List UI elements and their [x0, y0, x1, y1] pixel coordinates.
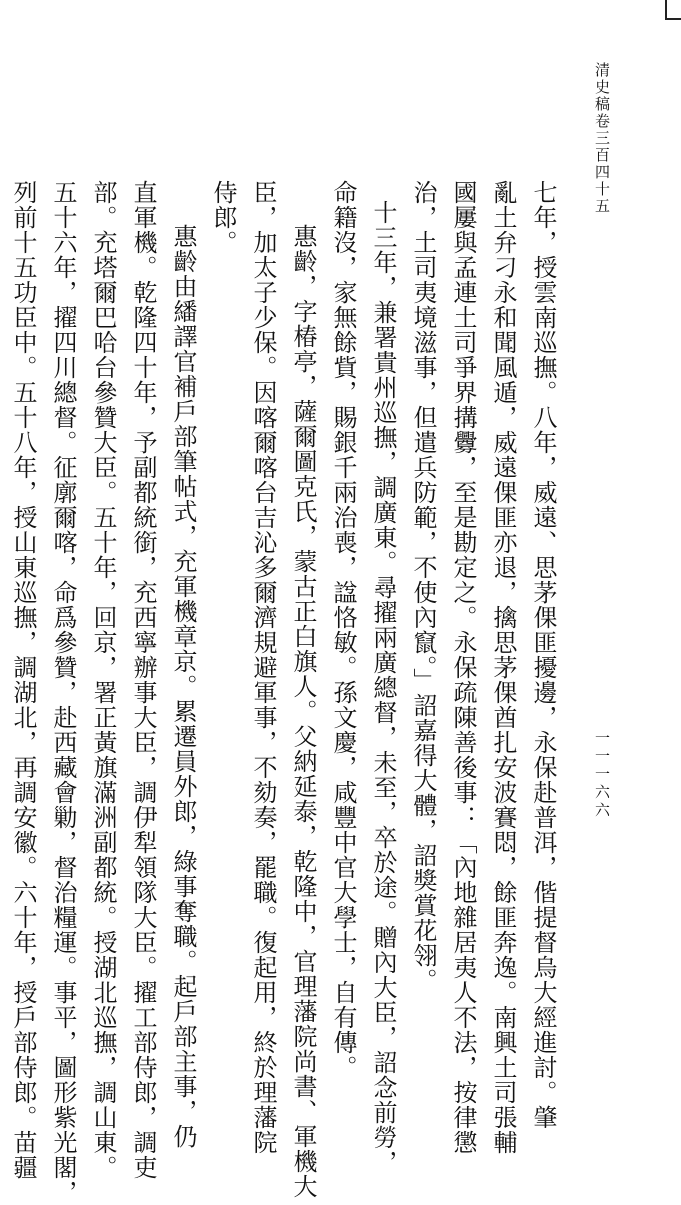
text-column-4: 治，土司夷境滋事，但遣兵防範，不使內竄。」詔嘉得大體，詔獎賞花翎。 [409, 180, 437, 993]
text-column-9: 侍郎。 [209, 180, 237, 255]
page-corner-mark [665, 0, 681, 20]
text-column-6: 命籍沒，家無餘貲，賜銀千兩治喪，諡恪敏。孫文慶，咸豐中官大學士，自有傳。 [329, 180, 357, 1080]
text-column-14: 列前十五功臣中。五十八年，授山東巡撫，調湖北，再調安徽。六十年，授戶部侍郎。苗疆 [9, 180, 37, 1180]
text-column-7: 惠齡，字椿亭，薩爾圖克氏，蒙古正白旗人。父納延泰，乾隆中，官理藩院尚書、軍機大 [289, 224, 317, 1199]
body-text [3, 180, 563, 1205]
text-column-2: 亂土弁刁永和聞風遁，威遠倮匪亦退，擒思茅倮酋扎安波賽悶，餘匪奔逸。南興土司張輔 [489, 180, 517, 1155]
text-column-13: 五十六年，擢四川總督。征廓爾喀，命爲參贊，赴西藏會勦，督治糧運。事平，圖形紫光閣， [49, 180, 77, 1205]
text-column-5: 十三年，兼署貴州巡撫，調廣東。尋擢兩廣總督，未至，卒於途。贈內大臣，詔念前勞， [369, 200, 397, 1175]
text-column-1: 七年，授雲南巡撫。八年，威遠、思茅倮匪擾邊，永保赴普洱，偕提督烏大經進討。肇 [529, 180, 557, 1130]
text-column-8: 臣，加太子少保。因喀爾喀台吉沁多爾濟規避軍事，不劾奏，罷職。復起用，終於理藩院 [249, 180, 277, 1155]
page-number: 一一一六六 [593, 730, 611, 820]
text-column-10: 惠齡由繙譯官補戶部筆帖式，充軍機章京。累遷員外郎，綠事奪職。起戶部主事，仍 [169, 224, 197, 1149]
text-column-3: 國屢與孟連土司爭界搆釁，至是勘定之。永保疏陳善後事：「內地雜居夷人不法，按律懲 [449, 180, 477, 1155]
running-header: 清史稿卷三百四十五 [593, 62, 611, 215]
text-column-12: 部。充塔爾巴哈台參贊大臣。五十年，回京，署正黃旗滿洲副都統。授湖北巡撫，調山東。 [89, 180, 117, 1180]
text-column-11: 直軍機。乾隆四十年，予副都統銜，充西寧辦事大臣，調伊犁領隊大臣。擢工部侍郎，調吏 [129, 180, 157, 1180]
